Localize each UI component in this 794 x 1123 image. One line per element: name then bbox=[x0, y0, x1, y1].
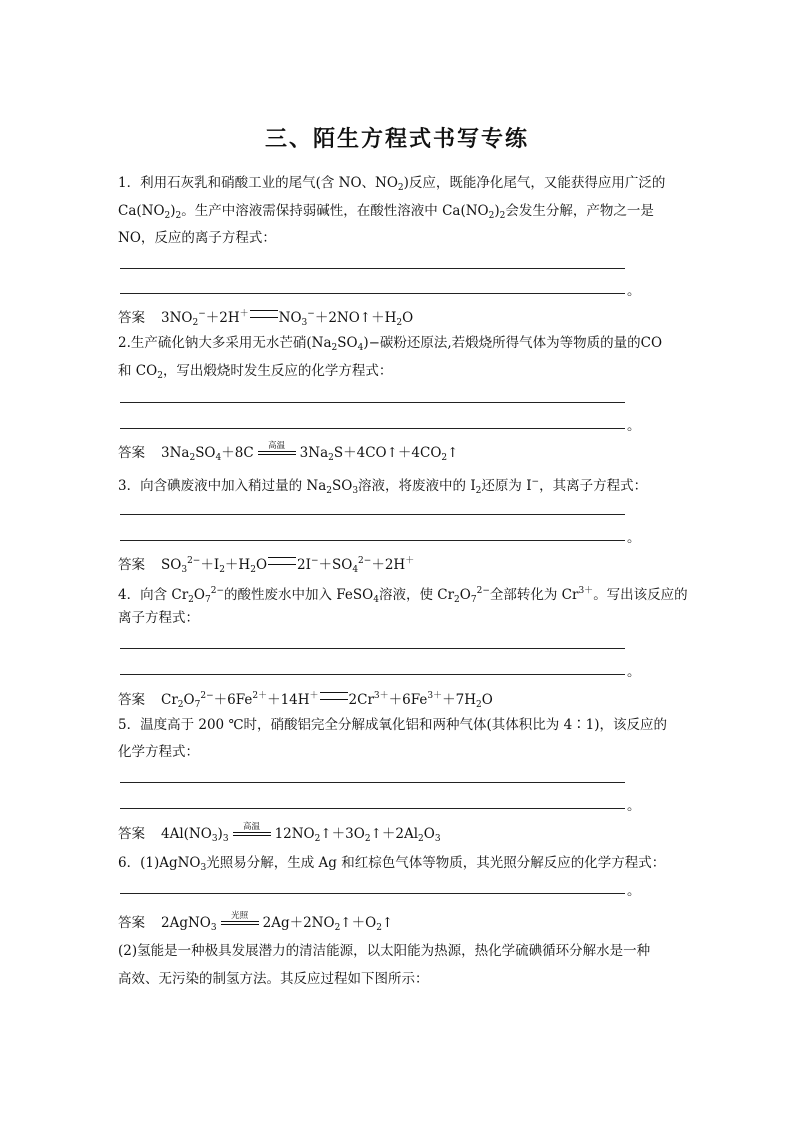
question-5-line-1: 5．温度高于 200 ℃时，硝酸铝完全分解成氧化铝和两种气体(其体积比为 4∶1)，该反应的 bbox=[118, 717, 668, 733]
question-3-line-1: 3．向含碘废液中加入稍过量的 $Na_2SO_3$溶液，将废液中的 $I_2$还原为 I−，其离子方程式： bbox=[118, 477, 648, 496]
answer-blank-line bbox=[120, 674, 625, 675]
answer-5: 答案 $4Al(NO_3)_3$ 高温 $12NO_2↑+3O_2↑+2Al_2O_3$ bbox=[118, 822, 441, 844]
answer-blank-line bbox=[120, 782, 625, 783]
answer-label: 答案 bbox=[118, 915, 145, 931]
question-1-line-2: $Ca(NO_2)_2$。生产中溶液需保持弱碱性，在酸性溶液中 $Ca(NO_2)_2$会发生分解，产物之一是 bbox=[118, 203, 654, 221]
answer-label: 答案 bbox=[118, 310, 145, 326]
answer-label: 答案 bbox=[118, 826, 145, 842]
period-mark: 。 bbox=[627, 664, 641, 680]
answer-blank-line bbox=[120, 808, 625, 809]
answer-blank-line bbox=[120, 268, 625, 269]
reaction-condition: 高温 bbox=[233, 824, 271, 840]
equals-sign bbox=[250, 310, 278, 318]
answer-3: 答案 $SO_3^{2-}+I_2+H_2O$ $2I^-+SO_4^{2-}+2H^+$ bbox=[118, 556, 415, 575]
question-6-2-line-1: (2)氢能是一种极具发展潜力的清洁能源，以太阳能为热源，热化学硫碘循环分解水是一种 bbox=[118, 943, 651, 959]
period-mark: 。 bbox=[627, 418, 641, 434]
question-4-line-2: 离子方程式： bbox=[118, 610, 199, 626]
answer-blank-line bbox=[120, 514, 625, 515]
answer-6-1: 答案 2AgNO$_3$ 光照 $2Ag+2NO_2↑+O_2↑$ bbox=[118, 911, 394, 933]
reaction-condition: 高温 bbox=[258, 443, 296, 459]
answer-label: 答案 bbox=[118, 692, 145, 708]
period-mark: 。 bbox=[627, 798, 641, 814]
question-6-line-1: 6．(1)AgNO$_3$光照易分解，生成 Ag 和红棕色气体等物质，其光照分解反应的化学方程式： bbox=[118, 855, 666, 873]
period-mark: 。 bbox=[627, 883, 641, 899]
question-4-line-1: 4．向含 $Cr_2O_7^{2-}$的酸性废水中加入 FeSO$_4$溶液，使 $Cr_2O_7^{2-}$全部转化为 $Cr^{3+}$。写出该反应的 bbox=[118, 586, 688, 605]
answer-label: 答案 bbox=[118, 445, 145, 461]
question-2-line-2: 和 $CO_2$，写出煅烧时发生反应的化学方程式： bbox=[118, 363, 393, 381]
page-title: 三、陌生方程式书写专练 bbox=[264, 126, 529, 152]
equals-sign bbox=[320, 692, 348, 700]
equals-sign bbox=[268, 557, 296, 565]
answer-blank-line bbox=[120, 648, 625, 649]
reaction-condition: 光照 bbox=[221, 913, 259, 929]
answer-1: 答案 $3NO_2^-+2H^+$ $NO_3^-+2NO↑+H_2O$ bbox=[118, 309, 414, 328]
question-6-2-line-2: 高效、无污染的制氢方法。其反应过程如下图所示： bbox=[118, 971, 429, 987]
answer-4: 答案 $Cr_2O_7^{2-}+6Fe^{2+}+14H^+$ $2Cr^{3+}+6Fe^{3+}+7H_2O$ bbox=[118, 691, 493, 710]
answer-blank-line bbox=[120, 540, 625, 541]
answer-blank-line bbox=[120, 293, 625, 294]
question-1-line-1: 1．利用石灰乳和硝酸工业的尾气(含 NO、$NO_2$)反应，既能净化尾气，又能获得应用广泛的 bbox=[118, 175, 666, 193]
period-mark: 。 bbox=[627, 283, 641, 299]
answer-blank-line bbox=[120, 428, 625, 429]
answer-label: 答案 bbox=[118, 557, 145, 573]
question-1-line-3: NO，反应的离子方程式： bbox=[118, 230, 276, 246]
period-mark: 。 bbox=[627, 530, 641, 546]
answer-2: 答案 $3Na_2SO_4+8C$ 高温 $3Na_2S+4CO↑+4CO_2↑$ bbox=[118, 441, 459, 463]
question-2-line-1: 2.生产硫化钠大多采用无水芒硝$(Na_2SO_4)-$碳粉还原法,若煅烧所得气体为等物质的量的CO bbox=[118, 335, 663, 353]
answer-blank-line bbox=[120, 402, 625, 403]
answer-blank-line bbox=[120, 893, 625, 894]
question-5-line-2: 化学方程式： bbox=[118, 744, 199, 760]
